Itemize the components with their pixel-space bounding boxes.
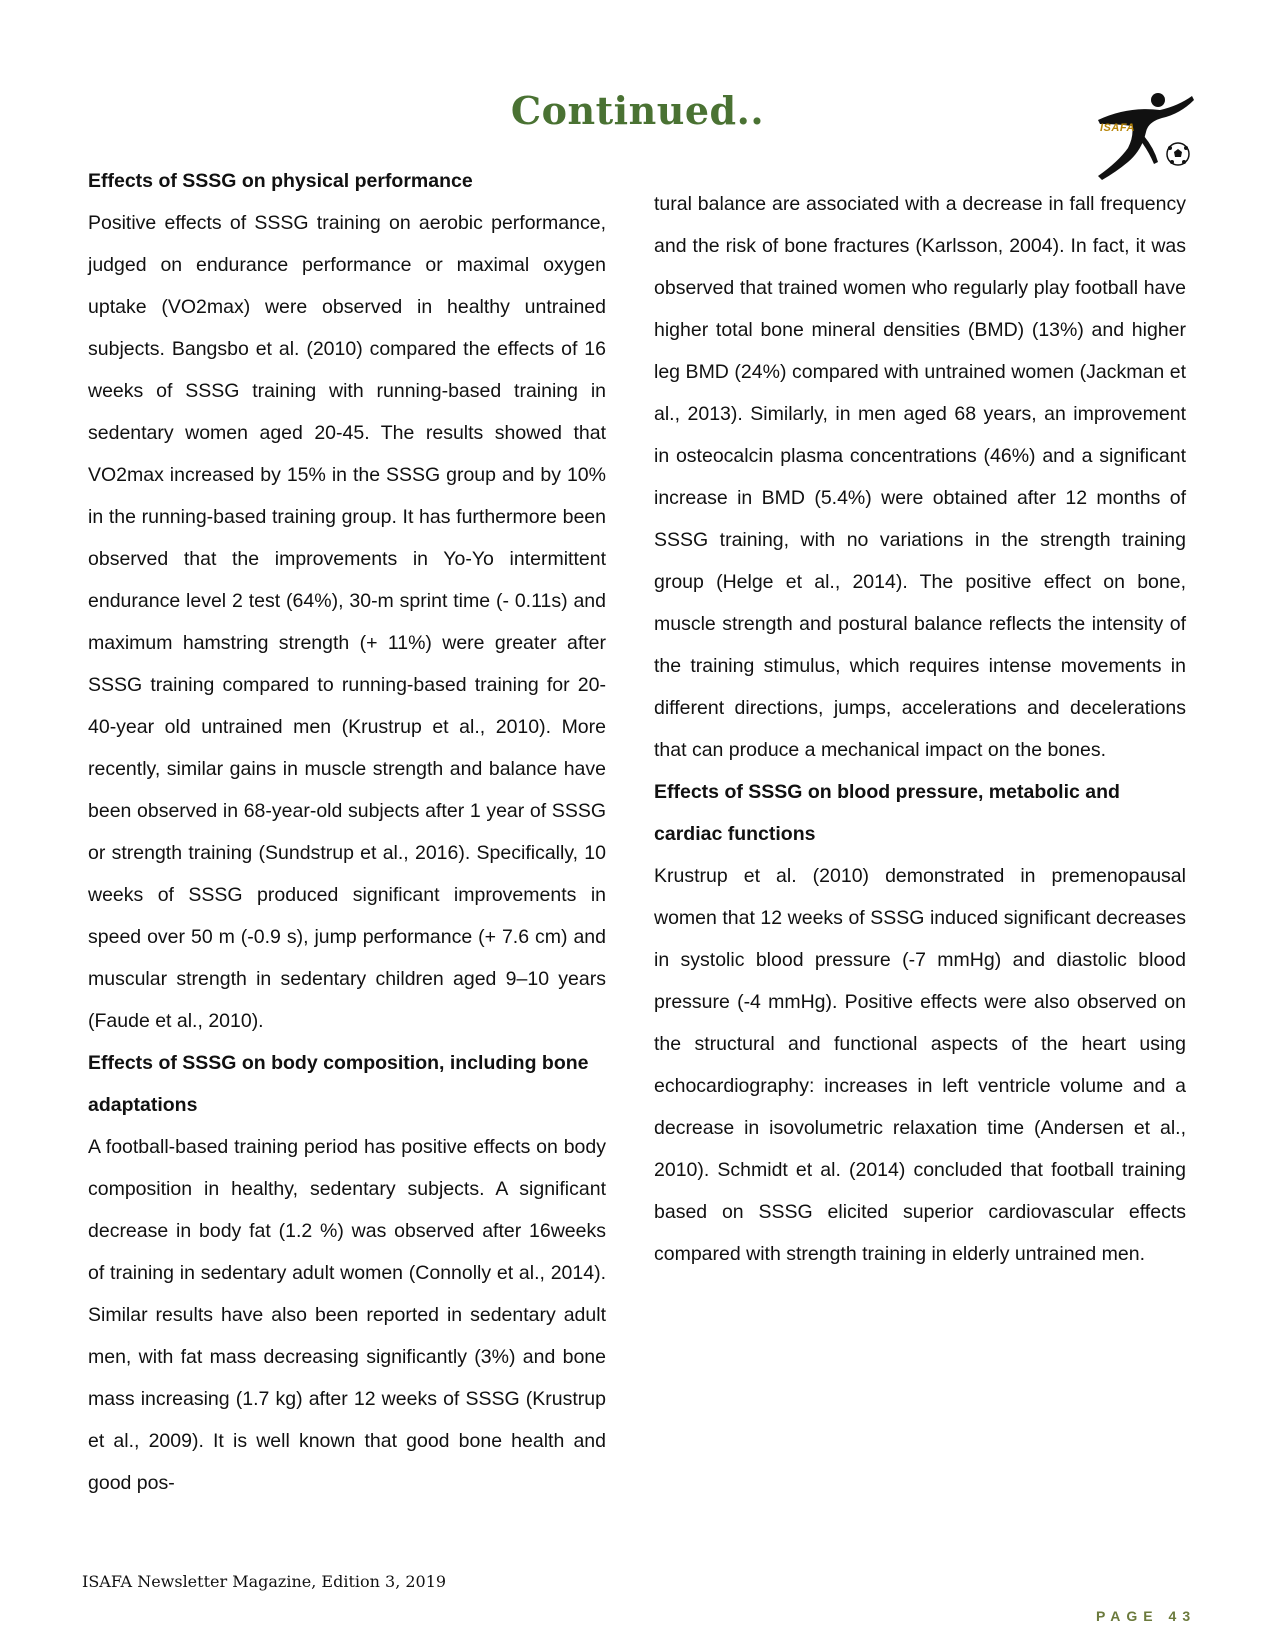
right-column [654, 183, 1186, 1275]
page-number: PAGE 43 [1096, 1608, 1197, 1624]
isafa-logo [1088, 92, 1198, 187]
section-heading-blood-pressure: Effects of SSSG on blood pressure, metabolic and cardiac functions [654, 781, 1120, 845]
left-column [88, 160, 606, 1504]
paragraph-physical-performance: Positive effects of SSSG training on aerobic performance, judged on endurance performance or maximal oxygen uptake (VO2max) were observed in healthy untrained subjects. Bangsbo et al. (2010) compared the effects of 16 weeks of SSSG training with running-based training in sedentary women aged 20-45. The results showed that VO2max increased by 15% in the SSSG group and by 10% in the running-based training group. It has furthermore been observed that the improvements in Yo-Yo intermittent endurance level 2 test (64%), 30-m sprint time (- 0.11s) and maximum hamstring strength (+ 11%) were greater after SSSG training compared to running-based training for 20-40-year old untrained men (Krustrup et al., 2010). More recently, similar gains in muscle strength and balance have been observed in 68-year-old subjects after 1 year of SSSG or strength training (Sundstrup et al., 2016). Specifically, 10 weeks of SSSG produced significant improvements in speed over 50 m (-0.9 s), jump performance (+ 7.6 cm) and muscular strength in sedentary children aged 9–10 years (Faude et al., 2010). [88, 212, 606, 1032]
footer-publication: ISAFA Newsletter Magazine, Edition 3, 2019 [82, 1572, 447, 1591]
paragraph-body-composition: A football-based training period has positive effects on body composition in healthy, sedentary subjects. A significant decrease in body fat (1.2 %) was observed after 16weeks of training in sedentary adult women (Connolly et al., 2014). Similar results have also been reported in sedentary adult men, with fat mass decreasing significantly (3%) and bone mass increasing (1.7 kg) after 12 weeks of SSSG (Krustrup et al., 2009). It is well known that good bone health and good pos- [88, 1136, 606, 1494]
section-heading-physical-performance: Effects of SSSG on physical performance [88, 170, 473, 192]
logo-text: ISAFA [1100, 122, 1135, 134]
paragraph-bone-health: tural balance are associated with a decrease in fall frequency and the risk of bone fractures (Karlsson, 2004). In fact, it was observed that trained women who regularly play football have higher total bone mineral densities (BMD) (13%) and higher leg BMD (24%) compared with untrained women (Jackman et al., 2013). Similarly, in men aged 68 years, an improvement in osteocalcin plasma concentrations (46%) and a significant increase in BMD (5.4%) were obtained after 12 months of SSSG training, with no variations in the strength training group (Helge et al., 2014). The positive effect on bone, muscle strength and postural balance reflects the intensity of the training stimulus, which requires intense movements in different directions, jumps, accelerations and decelerations that can produce a mechanical impact on the bones. [654, 193, 1186, 761]
section-heading-body-composition: Effects of SSSG on body composition, including bone adaptations [88, 1052, 589, 1116]
page-title: Continued.. [510, 88, 765, 133]
paragraph-blood-pressure: Krustrup et al. (2010) demonstrated in premenopausal women that 12 weeks of SSSG induced significant decreases in systolic blood pressure (-7 mmHg) and diastolic blood pressure (-4 mmHg). Positive effects were also observed on the structural and functional aspects of the heart using echocardiography: increases in left ventricle volume and a decrease in isovolumetric relaxation time (Andersen et al., 2010). Schmidt et al. (2014) concluded that football training based on SSSG elicited superior cardiovascular effects compared with strength training in elderly untrained men. [654, 865, 1186, 1265]
